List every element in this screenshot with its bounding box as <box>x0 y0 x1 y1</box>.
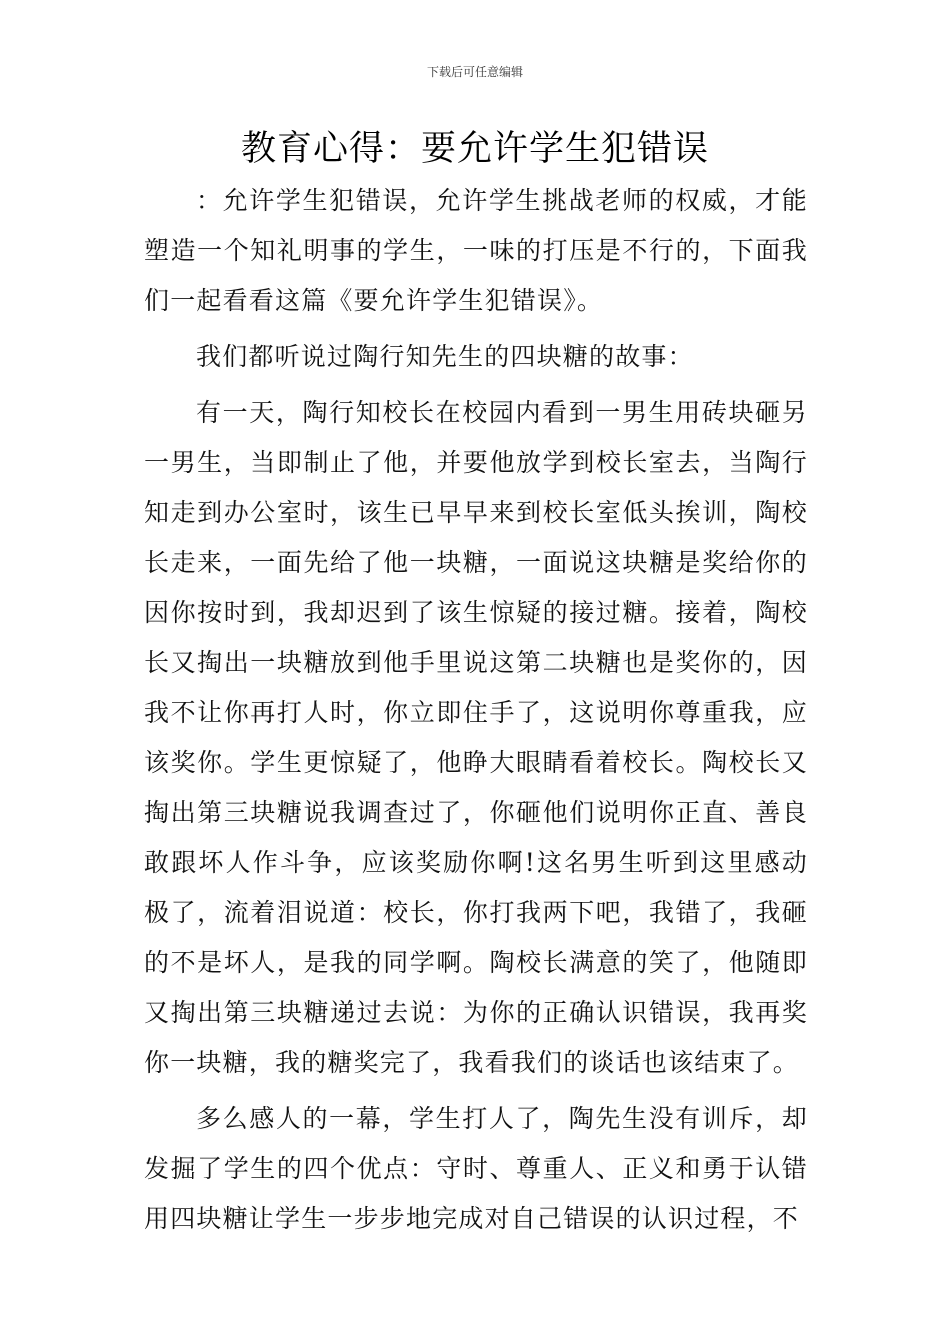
document-title: 教育心得：要允许学生犯错误 <box>240 129 709 169</box>
paragraph-story: 有一天，陶行知校长在校园内看到一男生用砖块砸另一男生，当即制止了他，并要他放学到校长室去，当陶行知走到办公室时，该生已早早来到校长室低头挨训，陶校长走来，一面先给了他一块糖，一面说这块糖是奖给你的因你按时到，我却迟到了该生惊疑的接过糖。接着，陶校长又掏出一块糖放到他手里说这第二块糖也是奖你的，因我不让你再打人时，你立即住手了，这说明你尊重我，应该奖你。学生更惊疑了，他睁大眼睛看着校长。陶校长又掏出第三块糖说我调查过了，你砸他们说明你正直、善良敢跟坏人作斗争，应该奖励你啊!这名男生听到这里感动极了，流着泪说道：校长，你打我两下吧，我错了，我砸的不是坏人，是我的同学啊。陶校长满意的笑了，他随即又掏出第三块糖递过去说：为你的正确认识错误，我再奖你一块糖，我的糖奖完了，我看我们的谈话也该结束了。 <box>144 398 808 1077</box>
header-note: 下载后可任意编辑 <box>426 65 523 79</box>
paragraph-intro: ：允许学生犯错误，允许学生挑战老师的权威，才能塑造一个知礼明事的学生，一味的打压是不行的，下面我们一起看看这篇《要允许学生犯错误》。 <box>144 186 808 315</box>
paragraph-reflection: 多么感人的一幕，学生打人了，陶先生没有训斥，却发掘了学生的四个优点：守时、尊重人、正义和勇于认错用四块糖让学生一步步地完成对自己错误的认识过程，不 <box>144 1104 808 1233</box>
document-body <box>144 176 808 1250</box>
paragraph-story-lead: 我们都听说过陶行知先生的四块糖的故事： <box>196 342 694 371</box>
